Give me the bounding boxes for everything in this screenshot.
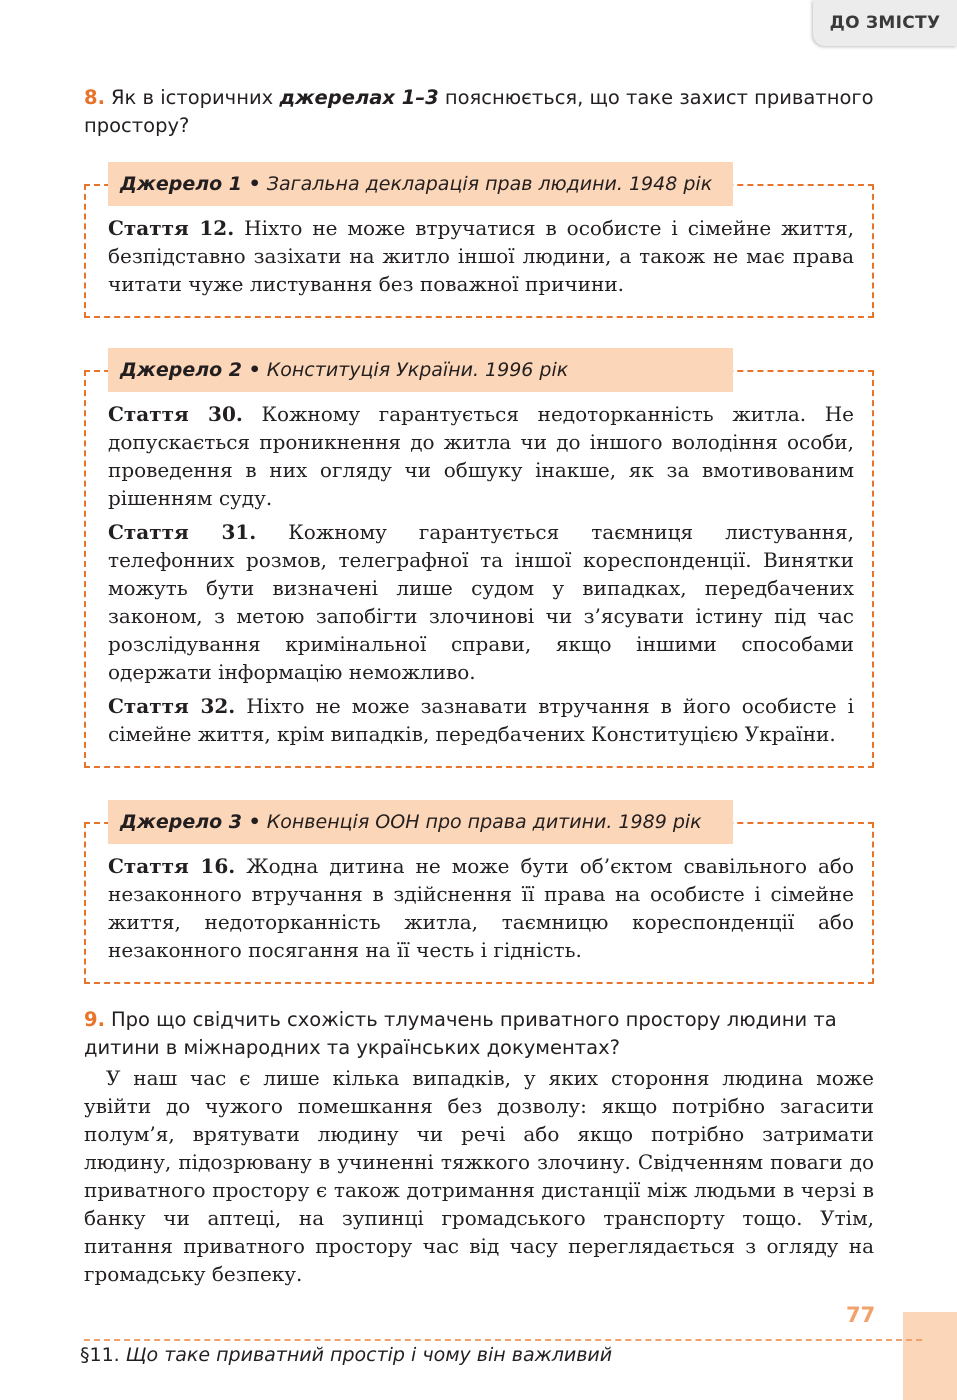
article [108,852,854,964]
article-text: Кожному гарантується таємниця листування, телефонних розмов, телеграфної та іншої кореспонденції. Винятки можуть бути визначені лише судом у випадках, передбачених законом, з метою запобігти злочинові чи з’ясувати істину під час розслідування кримінальної справи, якщо іншими способами одержати інформацію неможливо. [108,520,855,684]
page-number: 77 [846,1303,876,1327]
article [108,518,854,686]
source-header [108,800,733,844]
body-paragraph: У наш час є лише кілька випадків, у яких стороння людина може увійти до чужого помешкання без дозволу: якщо потрібно загасити полум’я, врятувати людину чи речі або якщо потрібно затримати людину, підозрювану в учиненні тяжкого злочину. Свідченням поваги до приватного простору є також дотримання дистанції між людьми в черзі в банку чи аптеці, на зупинці громадського транспорту тощо. Утім, питання приватного простору час від часу переглядається з огляду на громадську безпеку. [84,1066,874,1286]
source-title: Конституція України. 1996 рік [266,359,569,381]
question-text: Як в історичних джерелах 1–3 пояснюється, що таке захист приватного простору? [84,86,874,137]
question-emphasis: джерелах 1–3 [279,86,439,109]
source-title: Загальна декларація прав людини. 1948 рік [266,173,713,195]
source-title: Конвенція ООН про права дитини. 1989 рік [266,811,702,833]
article-title: Стаття 31. [108,520,257,544]
footer-chapter-title [80,1344,612,1366]
article-text: Кожному гарантується недоторканність житла. Не допускається проникнення до житла чи до іншого володіння особи, проведення в них огляду чи обшуку інакше, як за вмотивованим рішенням суду. [108,402,855,510]
question-9 [84,1006,874,1062]
source-header [108,162,733,206]
source-label: Джерело 1 • [120,173,261,195]
article [108,400,854,512]
source-label: Джерело 2 • [120,359,261,381]
article-title: Стаття 12. [108,216,235,240]
source-header [108,348,733,392]
footer-section-title: Що таке приватний простір і чому він важливий [125,1344,613,1366]
article-text: Ніхто не може втручатися в особисте і сімейне життя, безпідставно зазіхати на житло іншої людини, а також не має права читати чуже листування без поважної причини. [108,216,854,296]
footer-section-number: §11. [80,1344,120,1366]
question-8 [84,84,874,140]
article-title: Стаття 16. [108,854,236,878]
question-text: Про що свідчить схожість тлумачень приватного простору людини та дитини в міжнародних та українських документах? [84,1008,837,1059]
page-corner-decoration [903,1312,957,1400]
toc-button[interactable]: ДО ЗМІСТУ [813,0,957,46]
article-text: Ніхто не може зазнавати втручання в його особисте і сімейне життя, крім випадків, передбачених Конституцією України. [108,694,854,746]
source-box [84,822,874,984]
question-number: 8. [84,86,105,109]
article-title: Стаття 30. [108,402,243,426]
article [108,214,854,298]
source-box [84,370,874,768]
source-label: Джерело 3 • [120,811,261,833]
article [108,692,854,748]
article-title: Стаття 32. [108,694,236,718]
article-text: Жодна дитина не може бути об’єктом свавільного або незаконного втручання в здійснення її права на особисте і сімейне життя, недоторканність житла, таємницю кореспонденції або незаконного посягання на її честь і гідність. [108,854,854,962]
question-number: 9. [84,1008,105,1031]
footer-divider [84,1339,922,1341]
